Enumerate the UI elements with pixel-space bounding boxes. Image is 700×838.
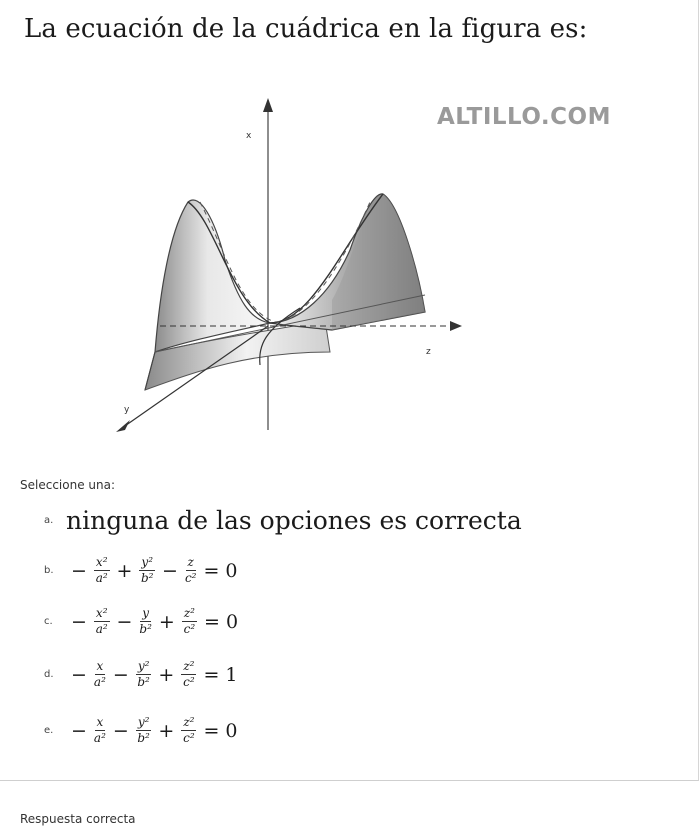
y-axis-label: y — [124, 405, 130, 415]
x-axis-label: x — [246, 131, 252, 141]
option-a[interactable] — [44, 506, 522, 535]
equation: − $\frac{\text{x²}}{\text{a²}}$ + $\frac{\text{y²}}{\text{b²}}$ − $\frac{z}{\text{c²}}$ = 0 — [71, 555, 238, 585]
watermark: ALTILLO.COM — [437, 104, 611, 130]
option-letter: a. — [44, 515, 54, 526]
option-letter: e. — [44, 725, 54, 736]
y-axis — [122, 326, 268, 428]
option-b[interactable] — [44, 556, 243, 585]
select-prompt: Seleccione una: — [20, 478, 115, 492]
equation: − $\frac{\text{x²}}{\text{a²}}$ − $\frac{y}{\text{b²}}$ + $\frac{\text{z²}}{\text{c²}}$ = 0 — [71, 606, 239, 636]
equation: − $\frac{x}{\text{a²}}$ − $\frac{\text{y²}}{\text{b²}}$ + $\frac{\text{z²}}{\text{c²}}$ = 0 — [71, 715, 238, 745]
option-text: ninguna de las opciones es correcta — [66, 506, 522, 535]
question-text: La ecuación de la cuádrica en la figura es: — [24, 14, 588, 44]
z-axis-label: z — [426, 347, 431, 357]
option-e[interactable] — [44, 716, 243, 745]
option-c[interactable] — [44, 607, 243, 636]
option-letter: b. — [44, 565, 54, 576]
option-letter: d. — [44, 669, 54, 680]
option-d[interactable] — [44, 660, 243, 689]
feedback-text: Respuesta correcta — [20, 812, 136, 826]
option-letter: c. — [44, 616, 53, 627]
saddle-surface-figure — [100, 90, 480, 440]
equation: − $\frac{x}{\text{a²}}$ − $\frac{\text{y²}}{\text{b²}}$ + $\frac{\text{z²}}{\text{c²}}$ = 1 — [71, 659, 238, 689]
